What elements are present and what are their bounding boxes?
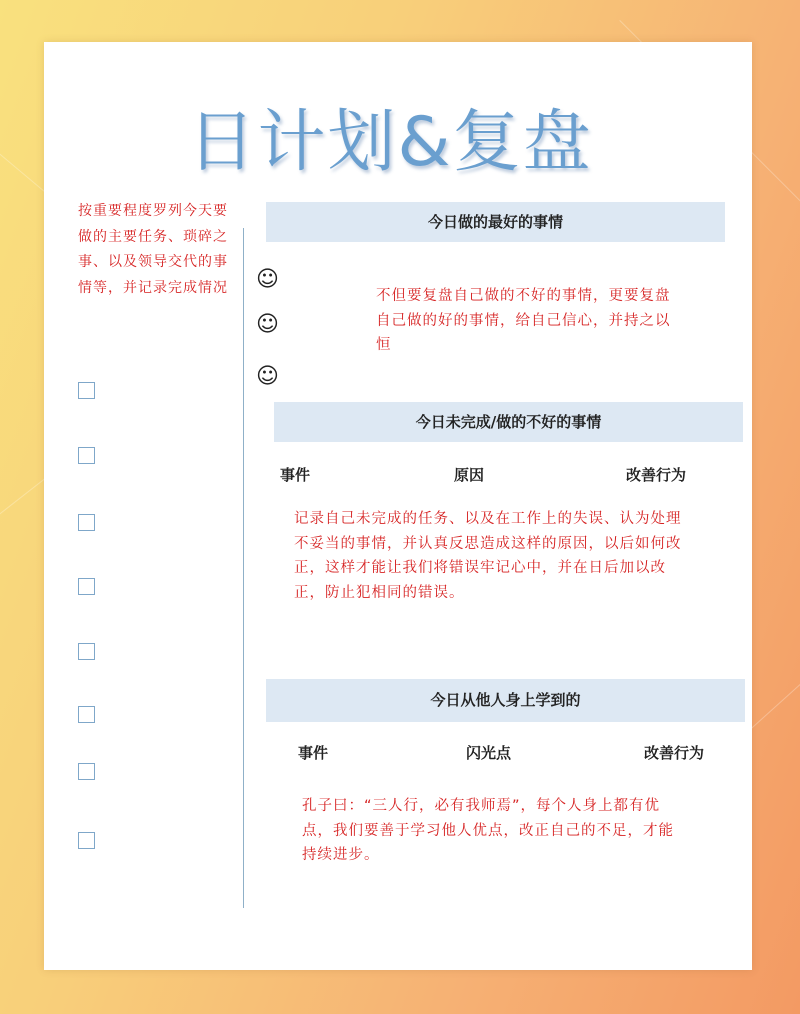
task-checkbox[interactable] [78, 578, 95, 595]
learned-from-others-note: 孔子曰：“三人行，必有我师焉”，每个人身上都有优点，我们要善于学习他人优点，改正自己的不足，才能持续进步。 [302, 798, 674, 863]
best-things-note: 不但要复盘自己做的不好的事情，更要复盘自己做的好的事情，给自己信心，并持之以恒 [376, 288, 671, 353]
highlight-column-label: 闪光点 [466, 744, 512, 762]
column-divider [243, 228, 244, 908]
task-checkbox[interactable] [78, 514, 95, 531]
improvement-column-label: 改善行为 [626, 466, 687, 484]
task-checkbox[interactable] [78, 763, 95, 780]
improvement-column-label: 改善行为 [644, 744, 705, 762]
smiley-icon: ☺ [256, 312, 279, 337]
best-things-header: 今日做的最好的事情 [266, 202, 725, 242]
unfinished-things-note: 记录自己未完成的任务、以及在工作上的失误、认为处理不妥当的事情，并认真反思造成这样的原因，以后如何改正，这样才能让我们将错误牢记心中，并在日后加以改正，防止犯相同的错误。 [294, 511, 682, 601]
learned-from-others-header: 今日从他人身上学到的 [266, 679, 745, 722]
task-checkbox[interactable] [78, 447, 95, 464]
event-column-label: 事件 [298, 744, 329, 762]
event-column-label: 事件 [280, 466, 311, 484]
reason-column-label: 原因 [454, 466, 485, 484]
smiley-icon: ☺ [256, 267, 279, 292]
unfinished-things-header: 今日未完成/做的不好的事情 [274, 402, 743, 442]
task-checkbox[interactable] [78, 643, 95, 660]
task-checkbox[interactable] [78, 706, 95, 723]
task-checkbox[interactable] [78, 832, 95, 849]
task-checkbox[interactable] [78, 382, 95, 399]
left-instruction-note: 按重要程度罗列今天要做的主要任务、琐碎之事、以及领导交代的事情等，并记录完成情况 [78, 203, 228, 296]
smiley-icon: ☺ [256, 364, 279, 389]
page-title: 日计划&复盘 [187, 103, 593, 182]
